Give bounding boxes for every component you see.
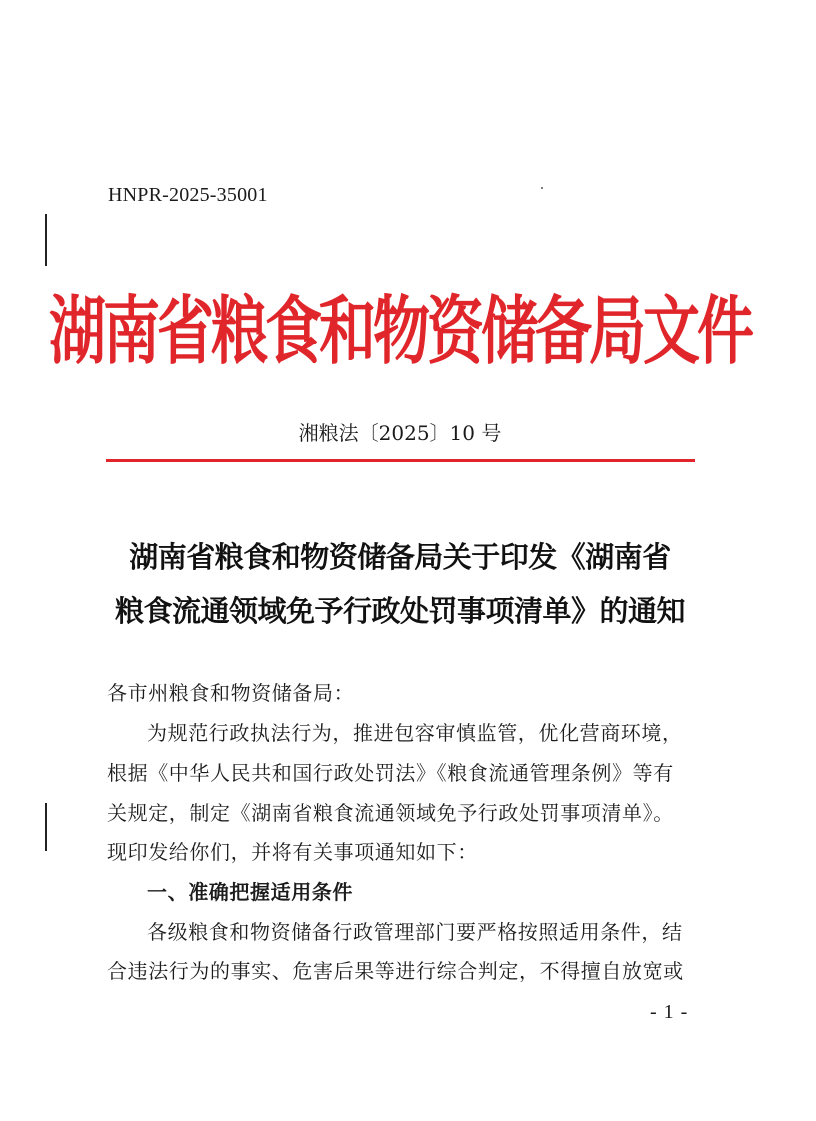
red-divider-line <box>106 459 695 462</box>
document-number: 湘粮法〔2025〕10 号 <box>298 421 502 445</box>
salutation: 各市州粮食和物资储备局： <box>107 681 355 705</box>
scan-speck <box>541 187 543 189</box>
body-line: 为规范行政执法行为，推进包容审慎监管，优化营商环境， <box>147 721 683 745</box>
body-line: 关规定，制定《湖南省粮食流通领域免予行政处罚事项清单》。 <box>107 801 674 825</box>
page-number: - 1 - <box>650 1001 689 1023</box>
section-body-line: 各级粮食和物资储备行政管理部门要严格按照适用条件，结 <box>147 920 683 944</box>
document-title-line-2: 粮食流通领域免予行政处罚事项清单》的通知 <box>114 594 685 628</box>
binding-margin-mark <box>45 214 47 266</box>
section-body-line: 合违法行为的事实、危害后果等进行综合判定，不得擅自放宽或 <box>107 959 684 983</box>
document-title-line-1: 湖南省粮食和物资储备局关于印发《湖南省 <box>129 540 671 574</box>
body-line: 现印发给你们，并将有关事项通知如下： <box>107 840 478 864</box>
document-id: HNPR-2025-35001 <box>108 184 268 206</box>
body-line: 根据《中华人民共和国行政处罚法》《粮食流通管理条例》等有 <box>107 761 674 785</box>
section-heading: 一、准确把握适用条件 <box>147 880 353 904</box>
agency-header: 湖南省粮食和物资储备局文件 <box>49 288 751 375</box>
binding-margin-mark <box>45 803 47 851</box>
